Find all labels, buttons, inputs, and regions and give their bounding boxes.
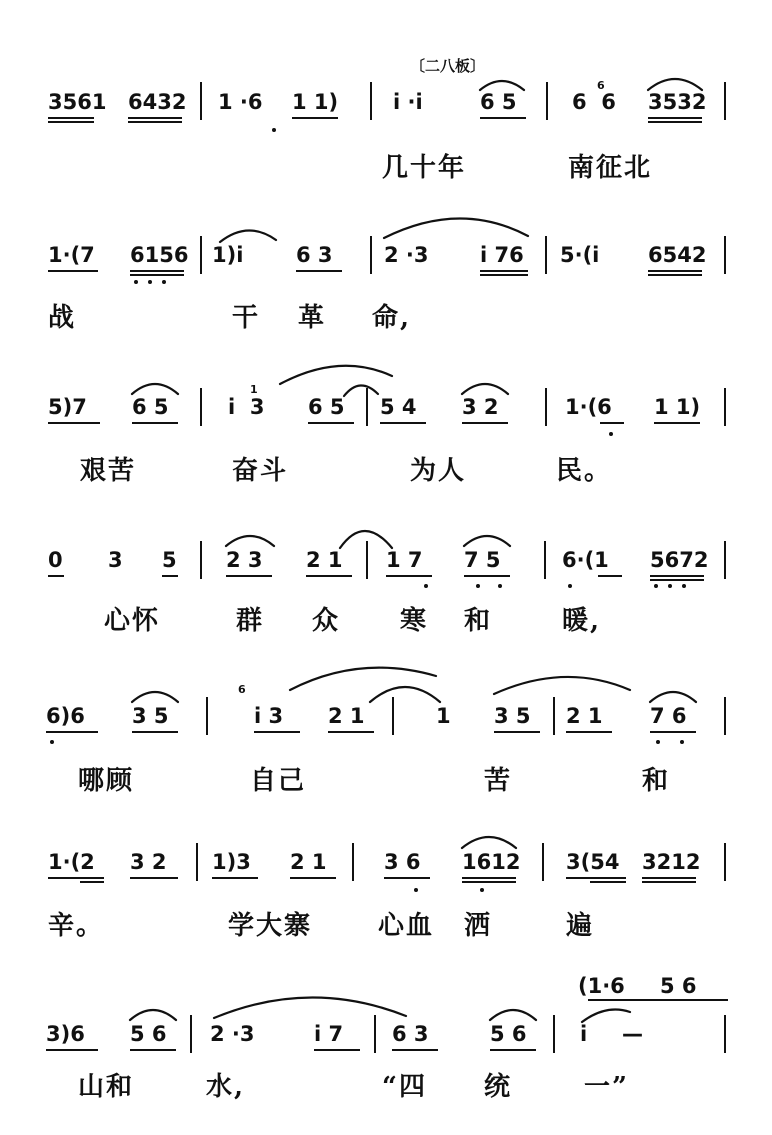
underline bbox=[48, 877, 104, 879]
note-group: 3532 bbox=[648, 90, 707, 114]
note-group: 3 5 bbox=[132, 704, 169, 728]
slur bbox=[132, 384, 178, 394]
underline bbox=[130, 1049, 176, 1051]
underline bbox=[132, 422, 178, 424]
note-group: 1 ·6 bbox=[218, 90, 263, 114]
barline bbox=[200, 236, 202, 274]
lyric: 遍 bbox=[566, 911, 595, 941]
barline bbox=[352, 843, 354, 881]
slur bbox=[226, 536, 274, 546]
underline bbox=[308, 422, 354, 424]
underline bbox=[480, 274, 528, 276]
underline bbox=[296, 270, 342, 272]
lyric: 心血 bbox=[378, 911, 435, 941]
low-dot bbox=[162, 280, 166, 284]
underline bbox=[462, 877, 516, 879]
underline bbox=[130, 270, 184, 272]
lyric: 自己 bbox=[250, 766, 307, 796]
note-group: 3 bbox=[108, 548, 123, 572]
underline bbox=[48, 575, 64, 577]
note-group: 1)3 bbox=[212, 850, 251, 874]
lyric: 洒 bbox=[464, 911, 493, 941]
grace-note: 1 bbox=[250, 383, 258, 396]
slur bbox=[462, 384, 508, 394]
note-group: 5 6 bbox=[130, 1022, 167, 1046]
underline bbox=[130, 274, 184, 276]
note-group: 1·(6 bbox=[565, 395, 612, 419]
lyric: 为人 bbox=[410, 456, 467, 486]
note-group: 6 5 bbox=[308, 395, 345, 419]
underline bbox=[650, 579, 704, 581]
underline bbox=[480, 270, 528, 272]
underline bbox=[380, 422, 426, 424]
note-group: 3 6 bbox=[384, 850, 421, 874]
barline bbox=[200, 82, 202, 120]
underline bbox=[306, 575, 352, 577]
note-group: 1·(2 bbox=[48, 850, 95, 874]
grace-note: 6 bbox=[597, 79, 605, 92]
lyric: 奋斗 bbox=[232, 456, 289, 486]
low-dot bbox=[50, 740, 54, 744]
low-dot bbox=[476, 584, 480, 588]
note-group: 5672 bbox=[650, 548, 709, 572]
lyric: 南征北 bbox=[568, 153, 653, 183]
note-group: 6·(1 bbox=[562, 548, 609, 572]
barline bbox=[200, 388, 202, 426]
note-group: 6 5 bbox=[480, 90, 517, 114]
barline bbox=[546, 82, 548, 120]
lyric: 辛。 bbox=[48, 911, 105, 941]
note-group: i 3 bbox=[228, 395, 265, 419]
underline bbox=[566, 731, 612, 733]
note-group: 1 1) bbox=[292, 90, 339, 114]
note-group: 3)6 bbox=[46, 1022, 85, 1046]
note-group: i ·i bbox=[393, 90, 423, 114]
lyric: 命, bbox=[372, 303, 412, 333]
underline bbox=[648, 274, 702, 276]
note-group: 3212 bbox=[642, 850, 701, 874]
underline bbox=[290, 877, 336, 879]
note-group: 2 1 bbox=[328, 704, 365, 728]
slur bbox=[650, 692, 696, 702]
note-group: 3(54 bbox=[566, 850, 620, 874]
lyric: 几十年 bbox=[382, 153, 467, 183]
note-group: 5 bbox=[162, 548, 177, 572]
underline bbox=[598, 575, 622, 577]
underline bbox=[642, 877, 696, 879]
note-group: 3 2 bbox=[462, 395, 499, 419]
underline bbox=[464, 575, 510, 577]
note-group: 1·(7 bbox=[48, 243, 95, 267]
lyric: 水, bbox=[206, 1072, 246, 1102]
barline bbox=[724, 82, 726, 120]
lyric: 革 bbox=[298, 303, 327, 333]
underline bbox=[46, 731, 98, 733]
barline bbox=[370, 236, 372, 274]
note-group: 5 4 bbox=[380, 395, 417, 419]
slur bbox=[462, 837, 516, 848]
lyric: 众 bbox=[312, 606, 341, 636]
slur bbox=[384, 218, 528, 238]
slur bbox=[370, 687, 440, 702]
barline bbox=[542, 843, 544, 881]
lyric: 统 bbox=[484, 1072, 513, 1102]
underline bbox=[650, 731, 696, 733]
low-dot bbox=[480, 888, 484, 892]
low-dot bbox=[272, 128, 276, 132]
underline bbox=[212, 877, 258, 879]
barline bbox=[200, 541, 202, 579]
underline bbox=[566, 877, 626, 879]
underline bbox=[128, 121, 182, 123]
underline bbox=[490, 1049, 536, 1051]
note-group: — bbox=[622, 1022, 643, 1046]
note-group: 6432 bbox=[128, 90, 187, 114]
underline bbox=[292, 117, 338, 119]
barline bbox=[553, 697, 555, 735]
underline bbox=[654, 422, 700, 424]
underline bbox=[462, 422, 508, 424]
barline bbox=[545, 236, 547, 274]
barline bbox=[553, 1015, 555, 1053]
note-group: 1612 bbox=[462, 850, 521, 874]
note-group: 2 1 bbox=[290, 850, 327, 874]
underline bbox=[600, 422, 624, 424]
note-group: 7 5 bbox=[464, 548, 501, 572]
barline bbox=[206, 697, 208, 735]
underline bbox=[648, 270, 702, 272]
note-group: 5 6 bbox=[490, 1022, 527, 1046]
barline bbox=[724, 1015, 726, 1053]
note-group: 2 1 bbox=[566, 704, 603, 728]
slur bbox=[220, 230, 276, 242]
note-group: 2 3 bbox=[226, 548, 263, 572]
underline bbox=[226, 575, 272, 577]
low-dot bbox=[680, 740, 684, 744]
slur bbox=[214, 997, 406, 1018]
underline bbox=[130, 877, 178, 879]
underline bbox=[590, 881, 626, 883]
underline bbox=[384, 877, 430, 879]
underline bbox=[480, 117, 526, 119]
lyric: 一” bbox=[584, 1072, 629, 1102]
note-group: i 3 bbox=[254, 704, 284, 728]
lyric: 群 bbox=[236, 606, 265, 636]
barline bbox=[392, 697, 394, 735]
underline bbox=[462, 881, 516, 883]
barline bbox=[724, 843, 726, 881]
section-label: 〔二八板〕 bbox=[410, 57, 486, 75]
note-group: 0 bbox=[48, 548, 63, 572]
lyric: 寒 bbox=[400, 606, 429, 636]
lyric: 和 bbox=[642, 766, 671, 796]
note-group: 1 7 bbox=[386, 548, 423, 572]
underline bbox=[48, 121, 94, 123]
underline bbox=[132, 731, 178, 733]
lyric: 暖, bbox=[562, 606, 602, 636]
lyric: 战 bbox=[48, 303, 77, 333]
lyric: 心怀 bbox=[104, 606, 161, 636]
slur bbox=[280, 366, 392, 384]
low-dot bbox=[414, 888, 418, 892]
low-dot bbox=[609, 432, 613, 436]
lyric: 民。 bbox=[556, 456, 613, 486]
note-group: i 7 bbox=[314, 1022, 344, 1046]
note-group: i bbox=[580, 1022, 588, 1046]
slur bbox=[490, 1010, 536, 1020]
note-group: 6 3 bbox=[296, 243, 333, 267]
slur bbox=[132, 692, 178, 702]
barline bbox=[366, 388, 368, 426]
underline bbox=[46, 1049, 98, 1051]
note-group: 2 ·3 bbox=[210, 1022, 255, 1046]
note-group: 3 2 bbox=[130, 850, 167, 874]
slur bbox=[582, 1010, 630, 1022]
underline bbox=[650, 575, 704, 577]
lyric: 哪顾 bbox=[78, 766, 135, 796]
underline bbox=[328, 731, 374, 733]
low-dot bbox=[424, 584, 428, 588]
slur bbox=[464, 536, 510, 546]
slur bbox=[290, 668, 436, 690]
low-dot bbox=[682, 584, 686, 588]
note-group: 7 6 bbox=[650, 704, 687, 728]
barline bbox=[196, 843, 198, 881]
lyric: 和 bbox=[464, 606, 493, 636]
underline bbox=[48, 422, 100, 424]
note-group: 1 1) bbox=[654, 395, 701, 419]
lyric: 干 bbox=[232, 303, 261, 333]
slur bbox=[344, 385, 378, 396]
underline bbox=[80, 881, 104, 883]
note-group: 6 5 bbox=[132, 395, 169, 419]
underline bbox=[162, 575, 178, 577]
slur bbox=[648, 79, 702, 90]
underline bbox=[48, 270, 98, 272]
low-dot bbox=[134, 280, 138, 284]
underline bbox=[128, 117, 182, 119]
note-group: 2 ·3 bbox=[384, 243, 429, 267]
note-group: 6 6 bbox=[572, 90, 616, 114]
underline bbox=[642, 881, 696, 883]
barline bbox=[374, 1015, 376, 1053]
underline bbox=[392, 1049, 438, 1051]
note-group: 5·(i bbox=[560, 243, 600, 267]
lyric: 苦 bbox=[484, 766, 513, 796]
grace-note: 6 bbox=[238, 683, 246, 696]
lyric: 学大寨 bbox=[228, 911, 313, 941]
slur bbox=[494, 677, 630, 694]
barline bbox=[366, 541, 368, 579]
low-dot bbox=[568, 584, 572, 588]
slur bbox=[480, 81, 524, 90]
barline bbox=[545, 388, 547, 426]
underline bbox=[494, 731, 540, 733]
note-group: 6542 bbox=[648, 243, 707, 267]
underline bbox=[386, 575, 432, 577]
slur bbox=[130, 1010, 176, 1020]
barline bbox=[544, 541, 546, 579]
underline bbox=[648, 117, 702, 119]
note-group: 5 6 bbox=[660, 974, 697, 998]
note-group: 1 bbox=[436, 704, 451, 728]
low-dot bbox=[148, 280, 152, 284]
note-group: 6)6 bbox=[46, 704, 85, 728]
barline bbox=[370, 82, 372, 120]
barline bbox=[190, 1015, 192, 1053]
low-dot bbox=[656, 740, 660, 744]
lyric: “四 bbox=[382, 1072, 427, 1102]
note-group: 2 1 bbox=[306, 548, 343, 572]
barline bbox=[724, 236, 726, 274]
lyric: 艰苦 bbox=[80, 456, 137, 486]
note-group: 3 5 bbox=[494, 704, 531, 728]
note-group: 3561 bbox=[48, 90, 107, 114]
underline bbox=[648, 121, 702, 123]
low-dot bbox=[498, 584, 502, 588]
underline bbox=[48, 117, 94, 119]
underline bbox=[254, 731, 300, 733]
note-group: i 76 bbox=[480, 243, 524, 267]
note-group: 6156 bbox=[130, 243, 189, 267]
note-group: (1·6 bbox=[578, 974, 625, 998]
underline bbox=[588, 999, 728, 1001]
low-dot bbox=[668, 584, 672, 588]
note-group: 1)i bbox=[212, 243, 244, 267]
low-dot bbox=[654, 584, 658, 588]
barline bbox=[724, 541, 726, 579]
barline bbox=[724, 697, 726, 735]
note-group: 5)7 bbox=[48, 395, 87, 419]
lyric: 山和 bbox=[78, 1072, 135, 1102]
underline bbox=[314, 1049, 360, 1051]
note-group: 6 3 bbox=[392, 1022, 429, 1046]
barline bbox=[724, 388, 726, 426]
